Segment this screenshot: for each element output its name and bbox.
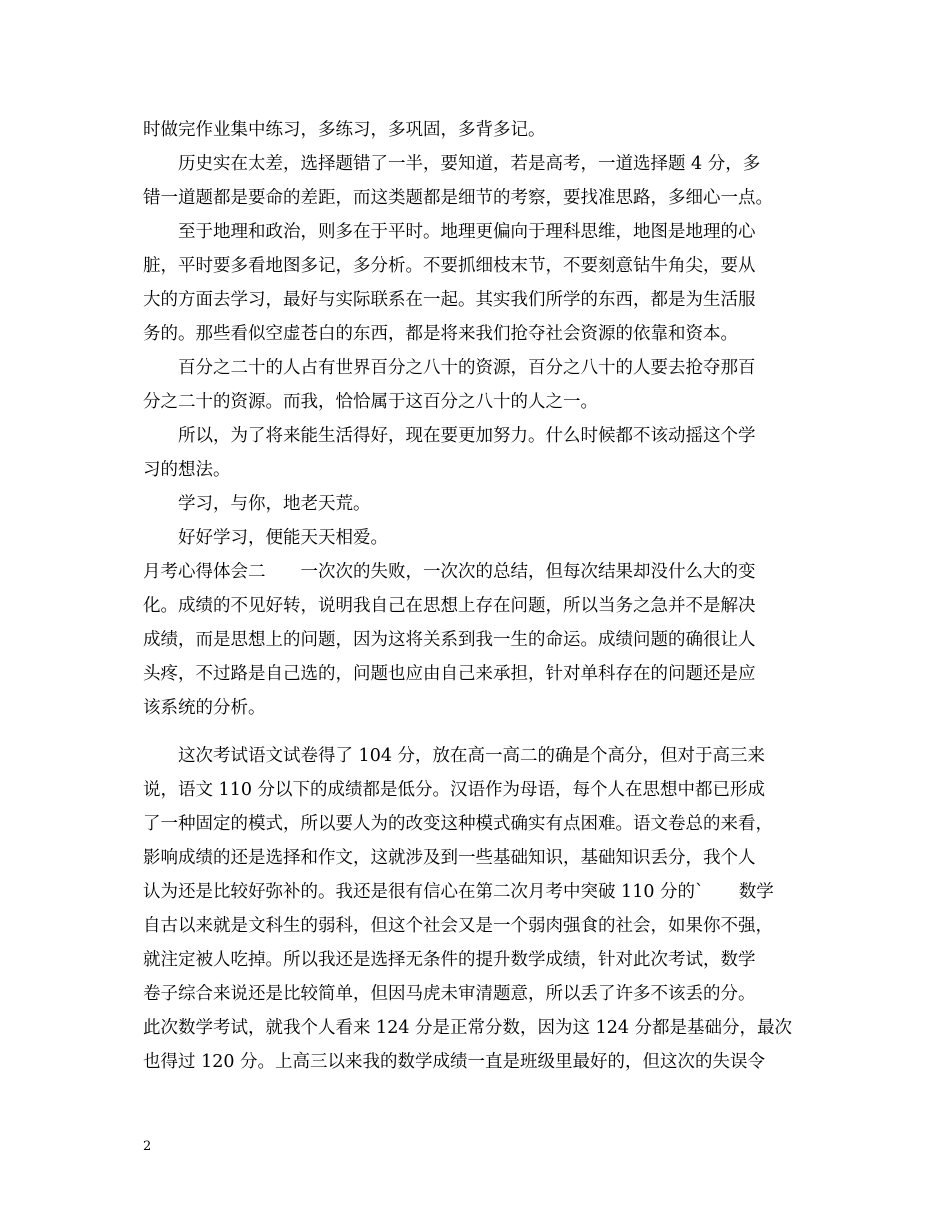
text-line: 自古以来就是文科生的弱科，但这个社会又是一个弱肉强食的社会，如果你不强， — [143, 916, 773, 936]
text-line: 也得过 120 分。上高三以来我的数学成绩一直是班级里最好的，但这次的失误令 — [143, 1052, 766, 1072]
text-line: 脏，平时要多看地图多记，多分析。不要抓细枝末节，不要刻意钻牛角尖，要从 — [143, 256, 756, 276]
text-line: 大的方面去学习，最好与实际联系在一起。其实我们所学的东西，都是为生活服 — [143, 290, 756, 310]
section-heading-line: 月考心得体会二 一次次的失败，一次次的总结，但每次结果却没什么大的变 — [143, 562, 756, 582]
text-line: 就注定被人吃掉。所以我还是选择无条件的提升数学成绩，针对此次考试，数学 — [143, 950, 756, 970]
text-line: 错一道题都是要命的差距，而这类题都是细节的考察，要找准思路，多细心一点。 — [143, 188, 773, 208]
text-line: 化。成绩的不见好转，说明我自己在思想上存在问题，所以当务之急并不是解决 — [143, 596, 756, 616]
text-line: 了一种固定的模式，所以要人为的改变这种模式确实有点困难。语文卷总的来看， — [143, 814, 773, 834]
paragraph-first-line: 好好学习，便能天天相爱。 — [178, 528, 388, 548]
paragraph-first-line: 学习，与你，地老天荒。 — [178, 494, 371, 514]
text-line: 分之二十的资源。而我，恰恰属于这百分之八十的人之一。 — [143, 392, 598, 412]
text-line: 时做完作业集中练习，多练习，多巩固，多背多记。 — [143, 120, 546, 140]
text-line: 习的想法。 — [143, 460, 231, 480]
paragraph-first-line: 至于地理和政治，则多在于平时。地理更偏向于理科思维，地图是地理的心 — [178, 222, 756, 242]
text-line: 成绩，而是思想上的问题，因为这将关系到我一生的命运。成绩问题的确很让人 — [143, 630, 756, 650]
paragraph-first-line: 所以，为了将来能生活得好，现在要更加努力。什么时候都不该动摇这个学 — [178, 426, 756, 446]
page-number: 2 — [143, 1139, 152, 1154]
text-line: 此次数学考试，就我个人看来 124 分是正常分数，因为这 124 分都是基础分，最次 — [143, 1018, 793, 1038]
paragraph-first-line: 这次考试语文试卷得了 104 分，放在高一高二的确是个高分，但对于高三来 — [178, 746, 766, 766]
paragraph-first-line: 历史实在太差，选择题错了一半，要知道，若是高考，一道选择题 4 分，多 — [178, 154, 761, 174]
text-line: 影响成绩的还是选择和作文，这就涉及到一些基础知识，基础知识丢分，我个人 — [143, 848, 756, 868]
text-line: 该系统的分析。 — [143, 698, 266, 718]
text-line: 头疼，不过路是自己选的，问题也应由自己来承担，针对单科存在的问题还是应 — [143, 664, 756, 684]
text-line: 卷子综合来说还是比较简单，但因马虎未审清题意，所以丢了许多不该丢的分。 — [143, 984, 756, 1004]
text-line: 认为还是比较好弥补的。我还是很有信心在第二次月考中突破 110 分的` 数学 — [143, 882, 774, 902]
text-line: 说，语文 110 分以下的成绩都是低分。汉语作为母语，每个人在思想中都已形成 — [143, 780, 766, 800]
paragraph-first-line: 百分之二十的人占有世界百分之八十的资源，百分之八十的人要去抢夺那百 — [178, 358, 756, 378]
text-line: 务的。那些看似空虚苍白的东西，都是将来我们抢夺社会资源的依靠和资本。 — [143, 324, 738, 344]
